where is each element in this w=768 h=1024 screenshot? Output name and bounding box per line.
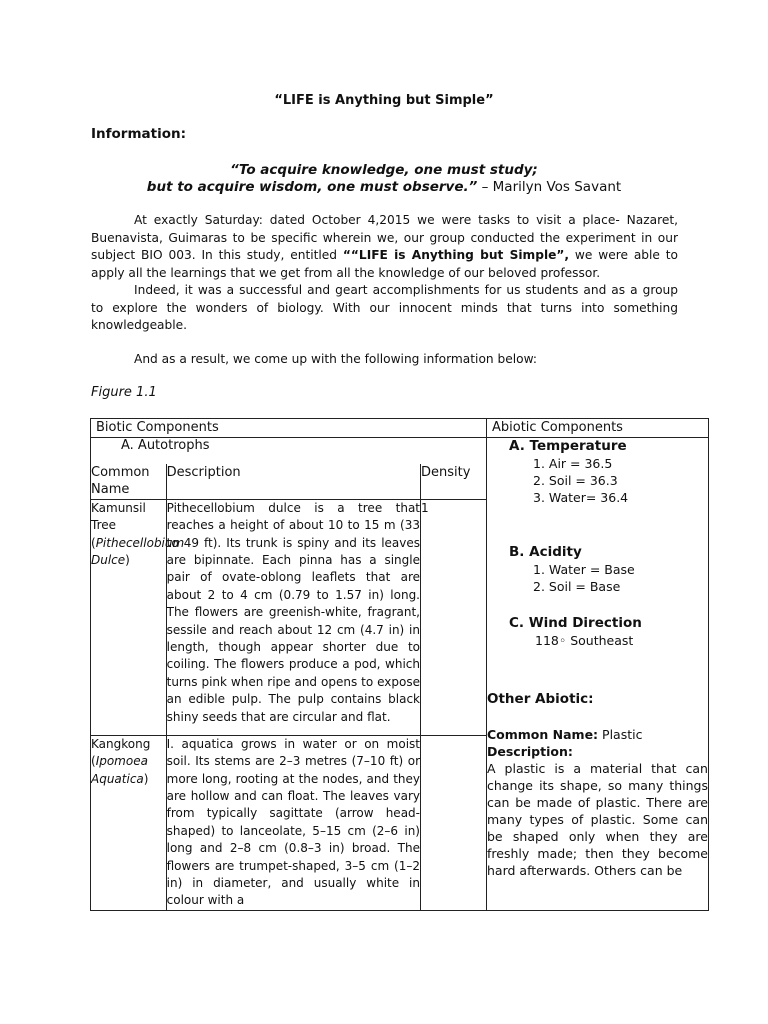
scientific-name: Ipomoea Aquatica <box>91 754 148 786</box>
table-row <box>91 499 486 735</box>
acidity-heading: B. Acidity <box>509 544 582 560</box>
figure-label: Figure 1.1 <box>91 385 157 400</box>
paragraph-indeed: Indeed, it was a successful and geart accomplishments for us students and as a group to explore the wonders of biology. With our innocent minds that turns into something knowledgeable. <box>91 283 678 332</box>
col-common-name: Common Name <box>91 464 166 499</box>
common-name-cell: Kangkong (Ipomoea Aquatica) <box>91 735 166 910</box>
other-abiotic-heading: Other Abiotic: <box>487 691 594 707</box>
common-name: Kangkong <box>91 736 151 751</box>
acidity-water: 1. Water = Base <box>533 562 635 577</box>
wind-direction-value: 118◦ Southeast <box>535 633 634 648</box>
components-table <box>90 418 709 911</box>
common-name-value: Plastic <box>598 727 643 742</box>
table-row <box>91 735 486 910</box>
col-density: Density <box>421 464 487 499</box>
density-cell <box>421 735 487 910</box>
paragraph-result: And as a result, we come up with the following information below: <box>134 352 537 366</box>
quote-line-1: “To acquire knowledge, one must study; <box>230 162 538 178</box>
biotic-cell <box>91 438 487 911</box>
quote-author: – Marilyn Vos Savant <box>477 179 622 195</box>
temperature-soil: 2. Soil = 36.3 <box>533 473 618 488</box>
common-name-cell: Kamunsil Tree (Pithecellobium Dulce) <box>91 499 166 735</box>
quote-line-2: but to acquire wisdom, one must observe.” <box>146 179 478 195</box>
plastic-description: A plastic is a material that can change its shape, so many things can be made of plastic. There are many types of plastic. Some can be shaped only when they are freshly made; then they become hard afterwards. Others can be <box>487 761 708 878</box>
common-name: Kamunsil Tree <box>91 500 146 533</box>
biotic-header: Biotic Components <box>91 419 487 438</box>
density-cell: 1 <box>421 499 487 735</box>
information-heading: Information: <box>91 126 186 142</box>
document-title: “LIFE is Anything but Simple” <box>274 93 494 108</box>
epigraph-quote <box>0 162 768 196</box>
temperature-water: 3. Water= 36.4 <box>533 490 629 505</box>
description-label: Description: <box>487 744 573 759</box>
abiotic-cell <box>487 438 709 911</box>
autotrophs-table <box>91 464 486 910</box>
para1-study-title: ““LIFE is Anything but Simple”, <box>342 248 570 262</box>
col-description: Description <box>166 464 420 499</box>
para1-text-end: we were able to apply all the learnings that we get from all the knowledge of our beloved professor. <box>91 248 679 280</box>
description-cell: Pithecellobium dulce is a tree that reaches a height of about 10 to 15 m (33 to 49 ft). Its trunk is spiny and its leaves are bipinnate. Each pinna has a single pair of ovate-oblong leaflets that are about 2 to 4 cm (0.79 to 1.57 in) long. The flowers are greenish-white, fragrant, sessile and reach about 12 cm (4.7 in) in length, though appear shorter due to coiling. The flowers produce a pod, which turns pink when ripe and opens to expose an edible pulp. The pulp contains black shiny seeds that are circular and flat. <box>166 499 420 735</box>
para1-text-start: At exactly Saturday: dated October 4,2015 we were tasks to visit a place- Nazaret, Buenavista, Guimaras to be specific wherein we, our group conducted the experiment in our subject BIO 003. In this study, entitled <box>91 213 678 262</box>
wind-direction-heading: C. Wind Direction <box>509 615 642 631</box>
temperature-heading: A. Temperature <box>509 438 627 454</box>
temperature-air: 1. Air = 36.5 <box>533 456 613 471</box>
paragraph-intro <box>91 212 678 282</box>
scientific-name: Pithecellobium Dulce <box>91 535 185 568</box>
description-cell: I. aquatica grows in water or on moist soil. Its stems are 2–3 metres (7–10 ft) or more long, rooting at the nodes, and they are hollow and can float. The leaves vary from typically sagittate (arrow head-shaped) to lanceolate, 5–15 cm (2–6 in) long and 2–8 cm (0.8–3 in) broad. The flowers are trumpet-shaped, 3–5 cm (1–2 in) in diameter, and usually white in colour with a <box>166 735 420 910</box>
acidity-soil: 2. Soil = Base <box>533 579 621 594</box>
common-name-label: Common Name: <box>487 727 599 742</box>
abiotic-header: Abiotic Components <box>487 419 709 438</box>
autotrophs-heading: A. Autotrophs <box>121 438 210 453</box>
